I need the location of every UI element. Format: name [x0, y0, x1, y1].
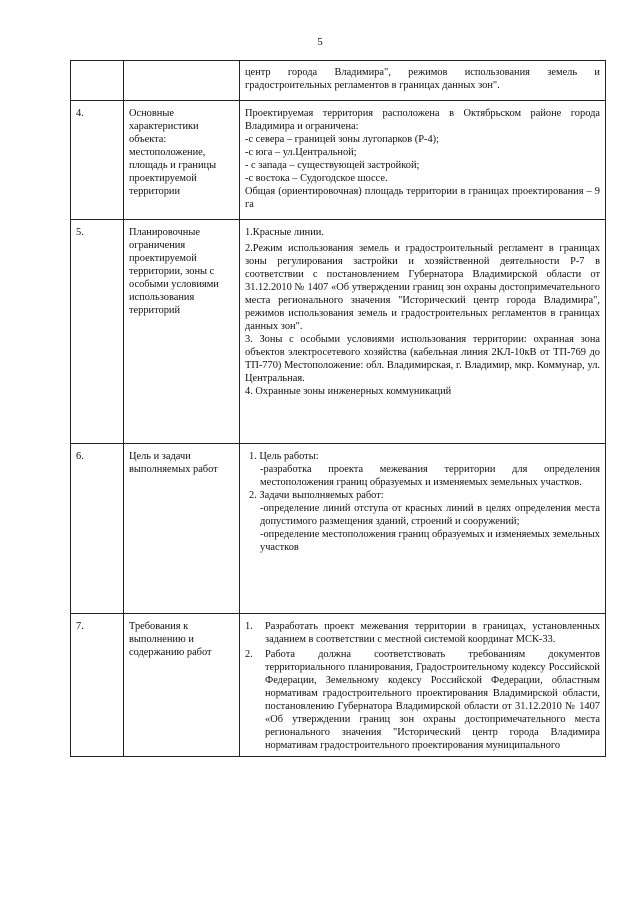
table-row: [71, 220, 606, 444]
list-marker: 2.: [245, 649, 253, 660]
row-number: 4.: [71, 101, 124, 220]
tasks-title: 2. Задачи выполняемых работ:: [249, 490, 384, 501]
boundary-north: -с севера – границей зоны лугопарков (Р-4);: [245, 134, 439, 145]
row-label: Планировочные ограничения проектируемой территории, зоны с особыми условиями использования территорий: [124, 220, 240, 444]
list-marker: 1.: [245, 621, 253, 632]
row-number: 5.: [71, 220, 124, 444]
list-text: Разработать проект межевания территории в границах, установленных заданием в соответствии с местной системой координат МСК-33.: [265, 621, 600, 645]
list-item: 1.Красные линии.: [245, 227, 324, 238]
table-row: [71, 61, 606, 101]
row-content: [240, 61, 606, 101]
table-row: [71, 614, 606, 757]
list-item: 2.Режим использования земель и градостроительный регламент в границах зоны регулирования застройки и хозяйственной деятельности Р-7 в соответствии с постановлением Губернатора Владимирской области от 31.12.2010 № 1407 «Об утверждении границ зон охраны достопримечательного места регионального значения "Исторический центр города Владимира", режимов использования земель и градостроительных регламентов в границах данных зон".: [245, 243, 600, 332]
row-label: [124, 61, 240, 101]
row-content: [240, 220, 606, 444]
list-item: [245, 620, 600, 646]
specification-table: [70, 60, 606, 757]
boundary-south: -с юга – ул.Центральной;: [245, 147, 357, 158]
page-number: 5: [317, 36, 323, 48]
continuation-text: центр города Владимира", режимов использования земель и градостроительных регламентов в границах данных зон".: [245, 67, 600, 91]
list-item: 4. Охранные зоны инженерных коммуникаций: [245, 386, 452, 397]
row-label: Основные характеристики объекта: местоположение, площадь и границы проектируемой территории: [124, 101, 240, 220]
list-item: 3. Зоны с особыми условиями использования территории: охранная зона объектов электросетевого хозяйства (кабельная линия 2КЛ-10кВ от ТП-769 до ТП-770) Местоположение: обл. Владимирская, г. Владимир, мкр. Коммунар, ул. Центральная.: [245, 334, 600, 384]
list-item: [245, 648, 600, 752]
goal-text: -разработка проекта межевания территории для определения местоположения границ образуемых и изменяемых земельных участков.: [260, 464, 600, 488]
row-number: 6.: [71, 444, 124, 614]
row-content: [240, 444, 606, 614]
list-text: Работа должна соответствовать требованиям документов территориального планирования, Градостроительному кодексу Российской Федерации, Земельному кодексу Российской Федерации, областным нормативам градостроительного проектирования Владимирской области, постановлению Губернатора Владимирской области от 31.12.2010 № 1407 «Об утверждении границ зон охраны достопримечательного места регионального значения "Исторический центр города Владимира нормативам градостроительного проектирования муниципального: [265, 649, 600, 751]
row-label: Цель и задачи выполняемых работ: [124, 444, 240, 614]
task-text: -определение местоположения границ образуемых и изменяемых земельных участков: [260, 529, 600, 553]
boundary-west: - с запада – существующей застройкой;: [245, 160, 420, 171]
row-content: [240, 614, 606, 757]
row-number: 7.: [71, 614, 124, 757]
row-content: [240, 101, 606, 220]
goal-title: 1. Цель работы:: [249, 451, 319, 462]
requirements-list: [245, 620, 600, 752]
table-row: [71, 444, 606, 614]
territory-area: Общая (ориентировочная) площадь территории в границах проектирования – 9 га: [245, 186, 600, 210]
row-label: Требования к выполнению и содержанию работ: [124, 614, 240, 757]
territory-intro: Проектируемая территория расположена в Октябрьском районе города Владимира и ограничена:: [245, 108, 600, 132]
row-number: [71, 61, 124, 101]
boundary-east: -с востока – Судогодское шоссе.: [245, 173, 388, 184]
table-row: [71, 101, 606, 220]
task-text: -определение линий отступа от красных линий в целях определения места допустимого размещения зданий, строений и сооружений;: [260, 503, 600, 527]
